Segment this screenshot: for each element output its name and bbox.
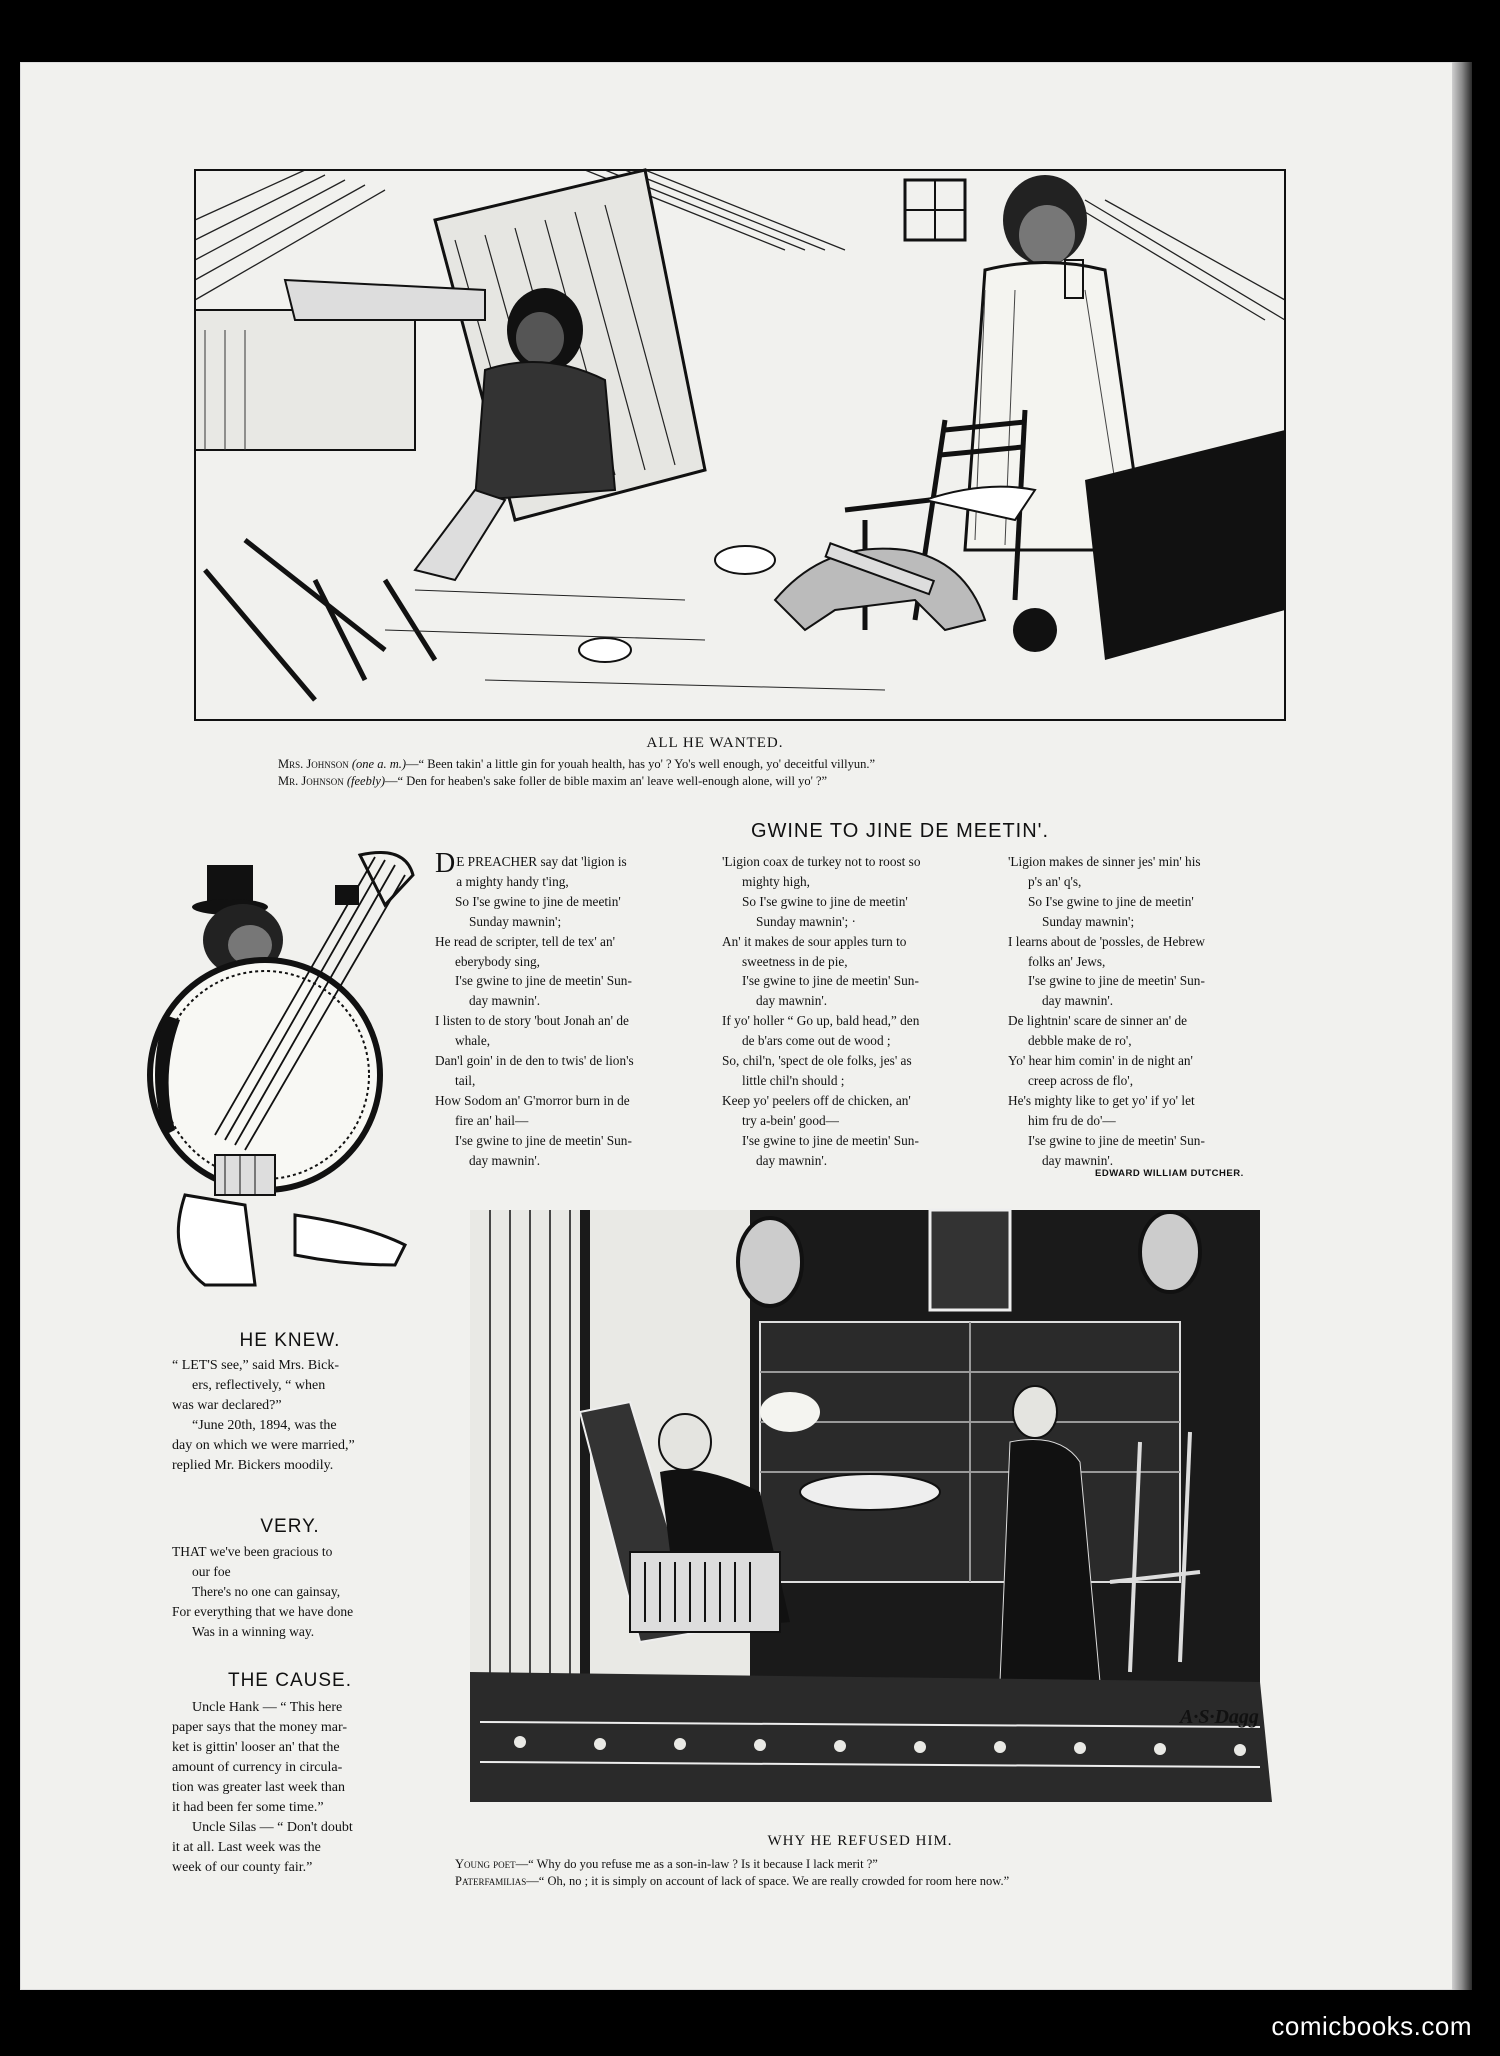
bottom-cartoon-artist-signature: A·S·Dagg xyxy=(1180,1706,1259,1728)
the-cause-body xyxy=(172,1698,404,1878)
he-knew-title: HE KNEW. xyxy=(239,1330,341,1351)
very-line: Was in a winning way. xyxy=(192,1624,315,1639)
poem-line xyxy=(435,848,699,879)
top-cartoon-illustration xyxy=(185,160,1295,730)
poem-line: day mawnin'. xyxy=(1042,993,1114,1009)
line1-text: —“ Been takin' a little gin for youah health, has yo' ? Yo's well enough, yo' deceitful villyun.” xyxy=(406,757,876,771)
poem-line: I'se gwine to jine de meetin' Sun- xyxy=(455,973,632,989)
poem-line: folks an' Jews, xyxy=(1028,953,1106,969)
poem-line: sweetness in de pie, xyxy=(742,953,848,969)
poem-line: Sunday mawnin'; · xyxy=(756,913,856,929)
poem-line: How Sodom an' G'morror burn in de xyxy=(435,1092,630,1108)
very-line: our foe xyxy=(192,1564,231,1579)
poem-line: De lightnin' scare de sinner an' de xyxy=(1008,1013,1188,1029)
very-line: There's no one can gainsay, xyxy=(192,1584,341,1599)
poem-line: So I'se gwine to jine de meetin' xyxy=(1028,893,1194,909)
poem-line: I'se gwine to jine de meetin' Sun- xyxy=(455,1132,632,1148)
poem-line: Sunday mawnin'; xyxy=(1042,913,1135,929)
poem-line: day mawnin'. xyxy=(1042,1152,1114,1168)
the-cause-line: ket is gittin' looser an' that the xyxy=(172,1740,340,1755)
he-knew-line: day on which we were married,” xyxy=(172,1438,355,1453)
aside-feebly: (feebly) xyxy=(346,774,386,788)
poem-line: I learns about de 'possles, de Hebrew xyxy=(1008,933,1205,949)
poem-line: If yo' holler “ Go up, bald head,” den xyxy=(722,1013,920,1029)
poem-line: de b'ars come out de wood ; xyxy=(742,1033,891,1049)
poem-line-text: E PREACHER say dat 'ligion is xyxy=(456,854,627,869)
bottom-line1-text: —“ Why do you refuse me as a son-in-law ? Is it because I lack merit ?” xyxy=(515,1857,878,1871)
poem-line: fire an' hail— xyxy=(455,1112,529,1128)
top-cartoon-title: ALL HE WANTED. xyxy=(646,735,784,751)
poem-line: I'se gwine to jine de meetin' Sun- xyxy=(1028,1132,1205,1148)
line2-text: —“ Den for heaben's sake foller de bible maxim an' leave well-enough alone, will yo' ?” xyxy=(385,774,828,788)
poem-line: mighty high, xyxy=(742,873,810,889)
the-cause-line: amount of currency in circula- xyxy=(172,1760,343,1775)
he-knew-line: “ LET'S see,” said Mrs. Bick- xyxy=(172,1358,339,1373)
poem-line: day mawnin'. xyxy=(469,1152,541,1168)
the-cause-title: THE CAUSE. xyxy=(227,1670,353,1691)
poem-line: 'Ligion makes de sinner jes' min' his xyxy=(1008,854,1201,869)
poem-line: I'se gwine to jine de meetin' Sun- xyxy=(1028,973,1205,989)
poem-line: him fru de do'— xyxy=(1028,1112,1116,1128)
poem-author-signature: EDWARD WILLIAM DUTCHER. xyxy=(1095,1168,1244,1179)
poem-line: debble make de ro', xyxy=(1028,1033,1132,1049)
page-edge xyxy=(1452,62,1472,1990)
he-knew-line: replied Mr. Bickers moodily. xyxy=(172,1458,334,1473)
poem-line: creep across de flo', xyxy=(1028,1072,1134,1088)
speaker-mrs-johnson: Mrs. Johnson xyxy=(278,757,349,771)
poem-line: I'se gwine to jine de meetin' Sun- xyxy=(742,973,919,989)
aside-one-am: (one a. m.) xyxy=(351,757,407,771)
speaker-young-poet: Young poet xyxy=(455,1857,516,1871)
very-line: THAT we've been gracious to xyxy=(172,1544,333,1559)
poem-dropcap: D xyxy=(435,848,456,879)
poem-line: day mawnin'. xyxy=(756,1152,828,1168)
very-body xyxy=(172,1542,404,1642)
bottom-cartoon-caption-line-2 xyxy=(455,1874,1009,1889)
the-cause-line: tion was greater last week than xyxy=(172,1780,345,1795)
poem-line: Keep yo' peelers off de chicken, an' xyxy=(722,1092,911,1108)
he-knew-line: ers, reflectively, “ when xyxy=(192,1378,326,1393)
poem-line: So, chil'n, 'spect de ole folks, jes' as xyxy=(722,1053,912,1069)
bottom-cartoon-caption-line-1 xyxy=(455,1857,878,1872)
poem-line: So I'se gwine to jine de meetin' xyxy=(455,893,621,909)
poem-column-2 xyxy=(722,852,986,1171)
poem-line: day mawnin'. xyxy=(469,993,541,1009)
poem-line: p's an' q's, xyxy=(1028,873,1082,889)
poem-column-3 xyxy=(1008,852,1272,1171)
he-knew-line: “June 20th, 1894, was the xyxy=(192,1418,337,1433)
the-cause-line: Uncle Hank — “ This here xyxy=(192,1700,343,1715)
the-cause-line: week of our county fair.” xyxy=(172,1860,313,1875)
poem-line: 'Ligion coax de turkey not to roost so xyxy=(722,854,921,869)
poem-line: day mawnin'. xyxy=(756,993,828,1009)
poem-line: He's mighty like to get yo' if yo' let xyxy=(1008,1092,1195,1108)
poem-line: So I'se gwine to jine de meetin' xyxy=(742,893,908,909)
poem-line: a mighty handy t'ing, xyxy=(456,873,569,889)
poem-line: whale, xyxy=(455,1033,491,1049)
he-knew-body xyxy=(172,1356,404,1476)
poem-line: An' it makes de sour apples turn to xyxy=(722,933,907,949)
top-cartoon-caption-line-2 xyxy=(278,774,827,789)
the-cause-line: it at all. Last week was the xyxy=(172,1840,321,1855)
banjo-player-illustration xyxy=(145,845,415,1295)
he-knew-line: was war declared?” xyxy=(172,1398,282,1413)
poem-column-1 xyxy=(435,848,699,1171)
the-cause-line: it had been fer some time.” xyxy=(172,1800,324,1815)
poem-line: little chil'n should ; xyxy=(742,1072,845,1088)
poem-line: tail, xyxy=(455,1072,476,1088)
poem-line: Dan'l goin' in de den to twis' de lion's xyxy=(435,1053,634,1069)
poem-line: I'se gwine to jine de meetin' Sun- xyxy=(742,1132,919,1148)
the-cause-line: Uncle Silas — “ Don't doubt xyxy=(192,1820,353,1835)
poem-line: He read de scripter, tell de tex' an' xyxy=(435,933,615,949)
poem-line: Yo' hear him comin' in de night an' xyxy=(1008,1053,1193,1069)
top-cartoon-caption-line-1 xyxy=(278,757,875,772)
bottom-line2-text: —“ Oh, no ; it is simply on account of lack of space. We are really crowded for room here now.” xyxy=(526,1874,1010,1888)
bottom-cartoon-illustration xyxy=(460,1202,1272,1822)
very-title: VERY. xyxy=(260,1516,320,1537)
poem-line: eberybody sing, xyxy=(455,953,540,969)
the-cause-line: paper says that the money mar- xyxy=(172,1720,348,1735)
poem-line: I listen to de story 'bout Jonah an' de xyxy=(435,1013,629,1029)
very-line: For everything that we have done xyxy=(172,1604,354,1619)
poem-title: GWINE TO JINE DE MEETIN'. xyxy=(750,820,1050,842)
poem-line: try a-bein' good— xyxy=(742,1112,839,1128)
speaker-mr-johnson: Mr. Johnson xyxy=(278,774,344,788)
site-watermark: comicbooks.com xyxy=(1271,2011,1472,2041)
bottom-cartoon-title: WHY HE REFUSED HIM. xyxy=(767,1833,953,1849)
speaker-paterfamilias: Paterfamilias xyxy=(455,1874,527,1888)
poem-line: Sunday mawnin'; xyxy=(469,913,562,929)
